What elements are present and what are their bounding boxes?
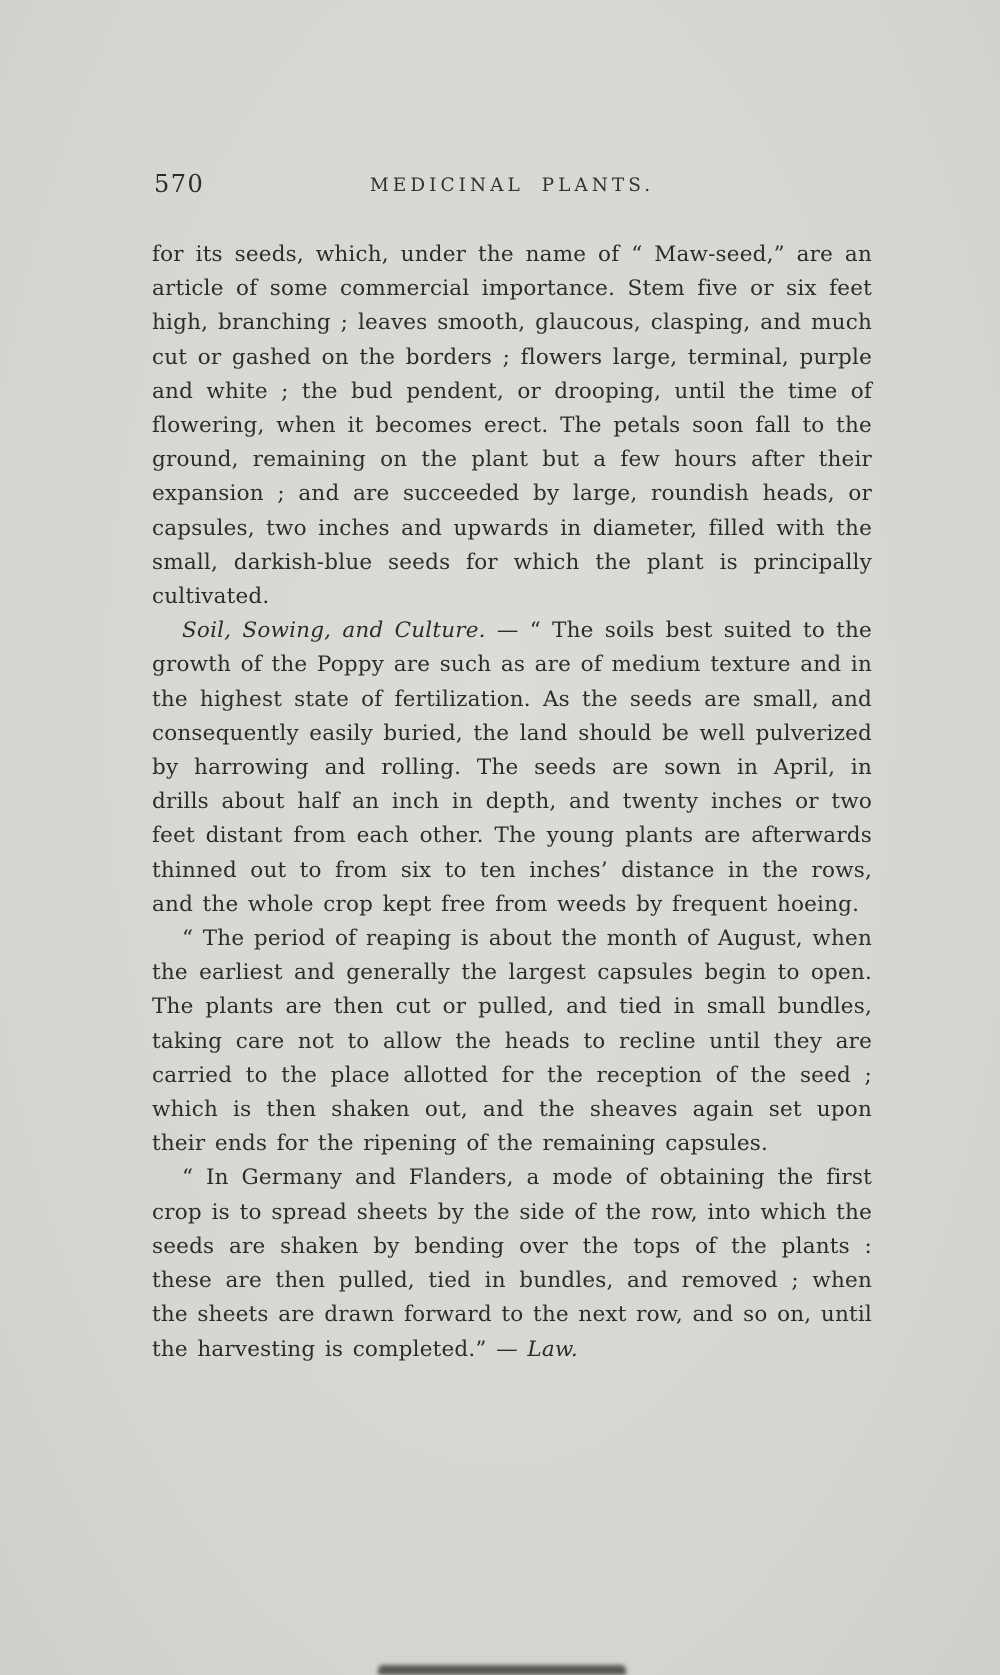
page-number: 570 [154,170,205,198]
text-run: — “ The soils best suited to the growth of the Poppy are such as are of medium texture and in the highest state of fertilization. As the seeds are small, and consequently easily buried, the land should be well pulverized by harrowing and rolling. The seeds are sown in April, in drills about half an inch in depth, and twenty inches or two feet distant from each other. The young plants are afterwards thinned out to from six to ten inches’ distance in the rows, and the whole crop kept free from weeds by frequent hoeing. [152,618,872,917]
paragraph [152,1161,872,1366]
text-run: “ The period of reaping is about the month of August, when the earliest and generally the largest capsules begin to open. The plants are then cut or pulled, and tied in small bundles, taking care not to allow the heads to recline until they are carried to the place allotted for the reception of the seed ; which is then shaken out, and the sheaves again set upon their ends for the ripening of the remaining capsules. [152,926,872,1157]
paragraph [152,238,872,614]
italic-text-run: Soil, Sowing, and Culture. [182,618,486,644]
running-title: MEDICINAL PLANTS. [369,175,655,196]
page-header [152,170,872,204]
text-run: “ In Germany and Flanders, a mode of obtaining the first crop is to spread sheets by the side of the row, into which the seeds are shaken by bending over the tops of the plants : these are then pulled, tied in bundles, and removed ; when the sheets are drawn forward to the next row, and so on, until the harvesting is completed.” — [152,1165,872,1362]
italic-text-run: Law. [527,1336,578,1362]
scan-edge-artifact [378,1665,626,1675]
paragraph [152,614,872,922]
paragraph [152,922,872,1161]
page-body [152,238,872,1367]
text-run: for its seeds, which, under the name of “ Maw-seed,” are an article of some commercial importance. Stem five or six feet high, branching ; leaves smooth, glaucous, clasping, and much cut or gashed on the borders ; flowers large, terminal, purple and white ; the bud pendent, or drooping, until the time of flowering, when it becomes erect. The petals soon fall to the ground, remaining on the plant but a few hours after their expansion ; and are succeeded by large, roundish heads, or capsules, two inches and upwards in diameter, filled with the small, darkish-blue seeds for which the plant is principally cultivated. [152,242,872,610]
